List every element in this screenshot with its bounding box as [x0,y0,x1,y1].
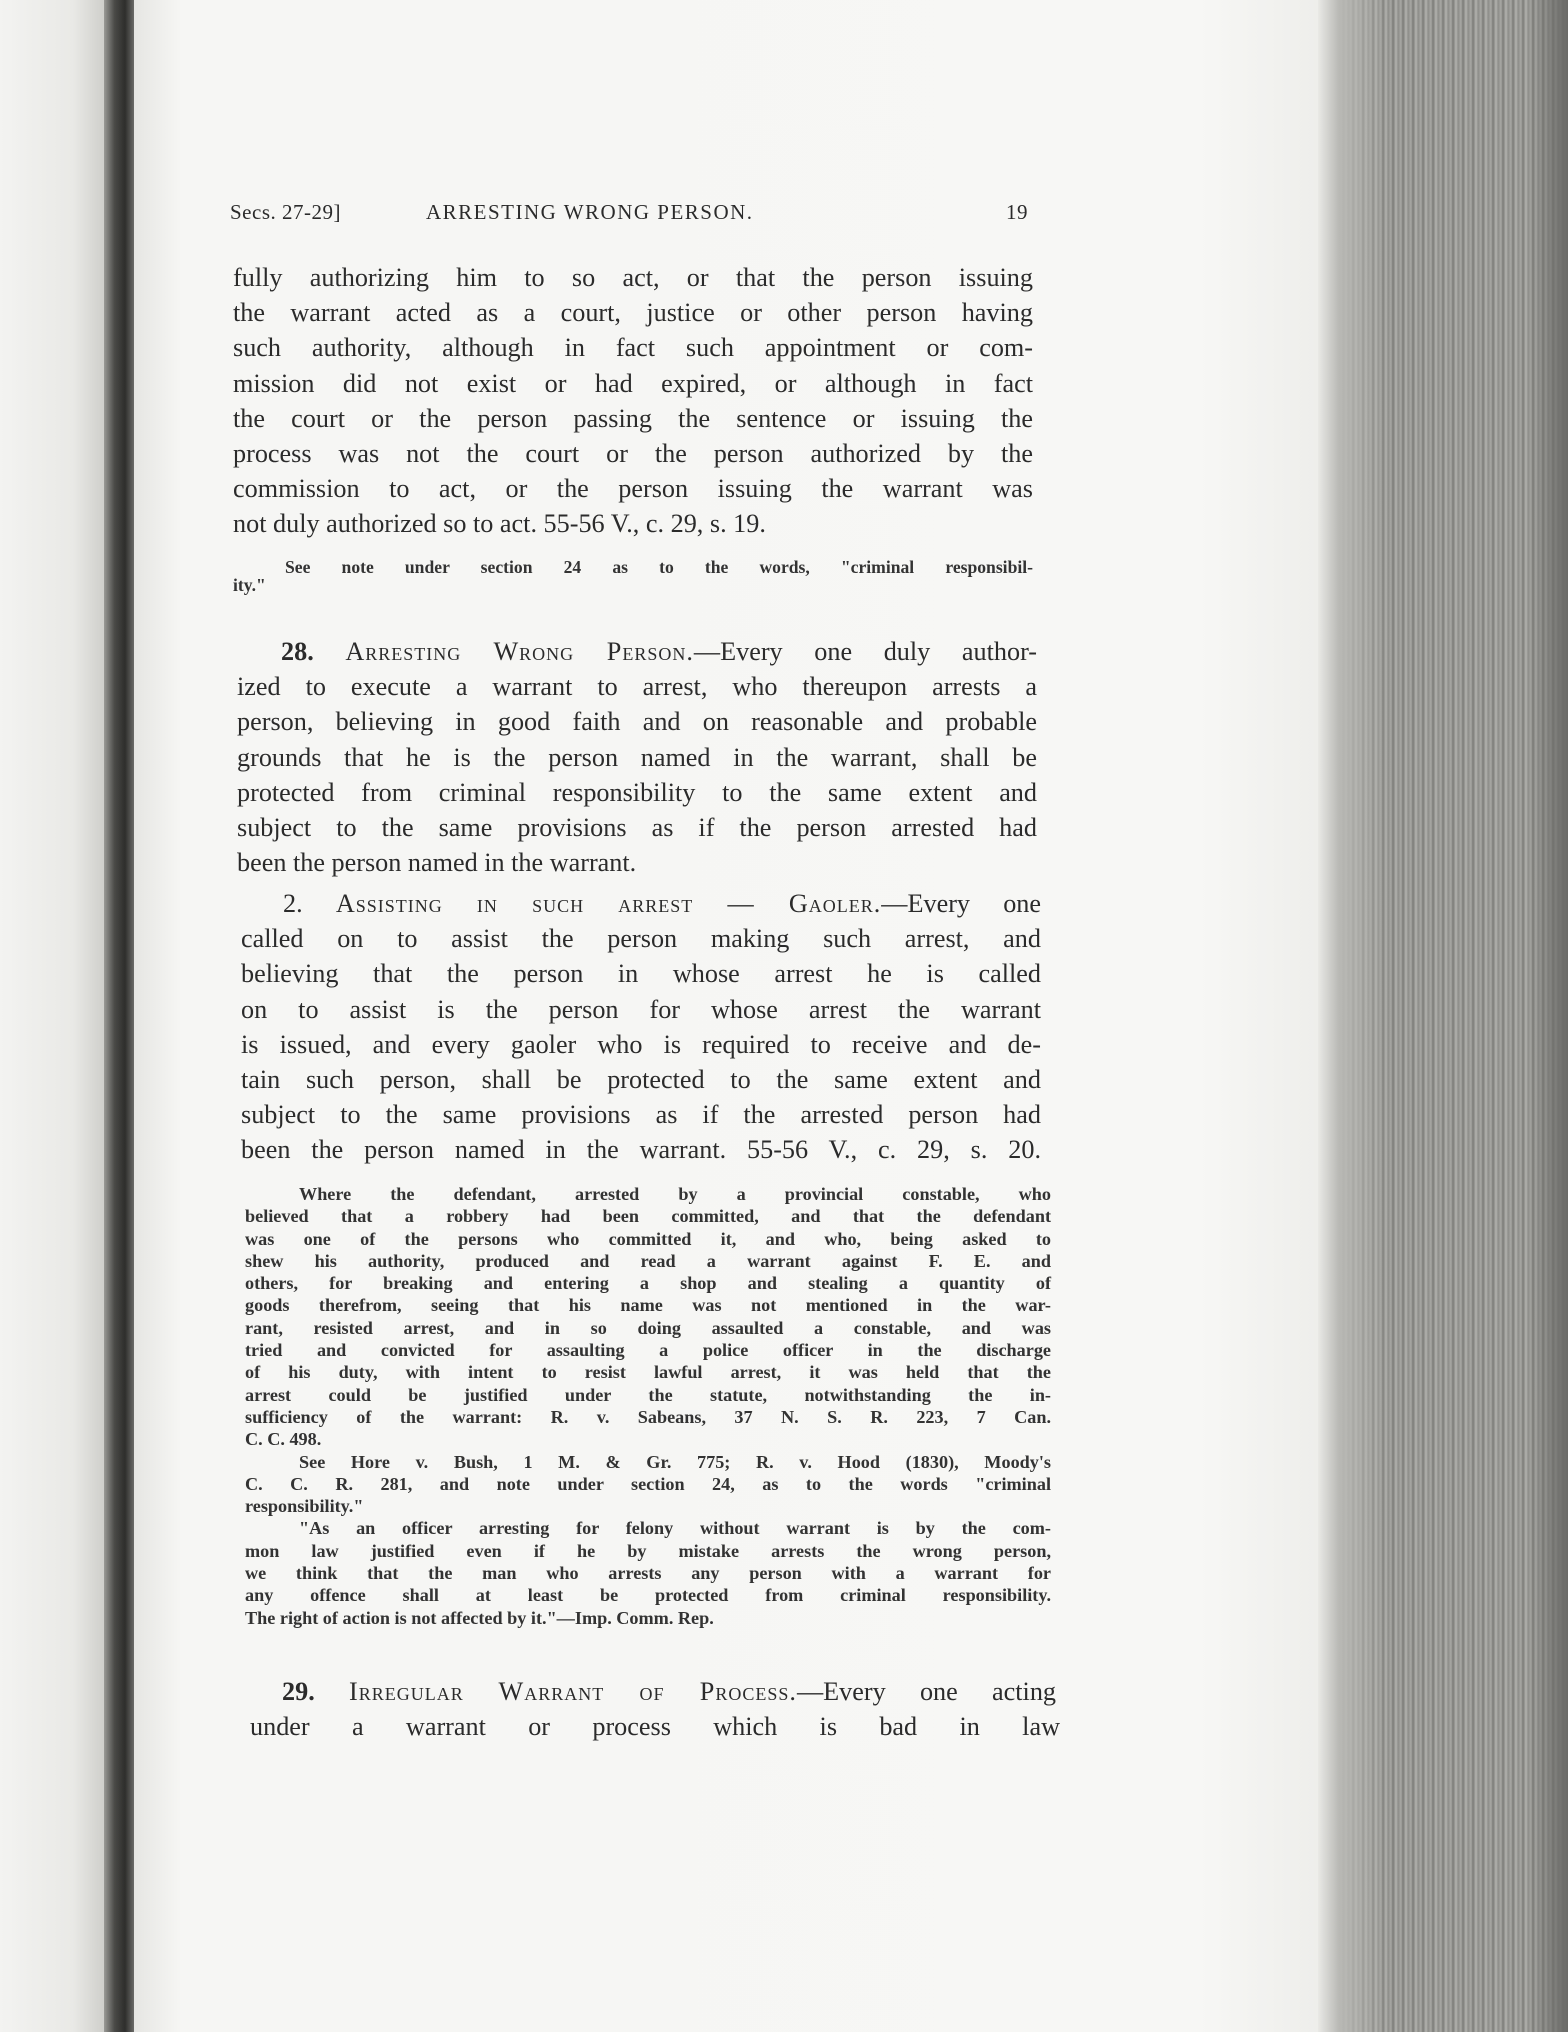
note-line: mon law justified even if he by mistake arrests the wrong person, [245,1540,1051,1561]
text-line: is issued, and every gaoler who is required to receive and de- [241,1029,1041,1059]
section-29 [250,1674,1060,1744]
note-line: believed that a robbery had been committed, and that the defendant [245,1206,1051,1227]
note-section-27 [233,558,1033,595]
text-fragment: —Every one duly author- [693,637,1037,666]
text-line: believing that the person in whose arrest he is called [241,959,1041,989]
note-line: others, for breaking and entering a shop and stealing a quantity of [245,1273,1051,1294]
note-line: of his duty, with intent to resist lawful arrest, it was held that the [245,1362,1051,1383]
page-stack-edge [1318,0,1568,2032]
text-line: person, believing in good faith and on reasonable and probable [237,707,1037,737]
text-line: process was not the court or the person authorized by the [233,439,1033,469]
note-line: C. C. 498. [245,1429,322,1450]
subsection-first-line [241,886,1041,921]
facing-page-edge [0,0,104,2032]
section-heading: Irregular Warrant of Process. [349,1677,797,1706]
page-stack-shade [1318,0,1388,2032]
text-line: protected from criminal responsibility to the same extent and [237,777,1037,807]
note-line: arrest could be justified under the statute, notwithstanding the in- [245,1384,1051,1405]
text-line: subject to the same provisions as if the person arrested had [237,813,1037,843]
text-line: fully authorizing him to so act, or that the person issuing [233,263,1033,292]
text-line: not duly authorized so to act. 55-56 V., c. 29, s. 19. [233,509,766,539]
running-head-title: ARRESTING WRONG PERSON. [426,200,754,224]
text-line: been the person named in the warrant. [237,848,637,878]
note-line: sufficiency of the warrant: R. v. Sabeans, 37 N. S. R. 223, 7 Can. [245,1406,1051,1427]
text-line: the warrant acted as a court, justice or other person having [233,298,1033,328]
note-line: responsibility." [245,1496,364,1517]
note-section-28 [245,1183,1051,1629]
text-line: ized to execute a warrant to arrest, who thereupon arrests a [237,672,1037,702]
note-line: goods therefrom, seeing that his name was not mentioned in the war- [245,1295,1051,1316]
text-fragment: —Every one [881,889,1041,918]
page-number: 19 [1006,200,1028,224]
text-line: commission to act, or the person issuing the warrant was [233,474,1033,504]
section-27-continuation [233,260,1033,542]
text-line: called on to assist the person making such arrest, and [241,924,1041,954]
note-line: Where the defendant, arrested by a provincial constable, who [299,1184,1051,1204]
note-line: was one of the persons who committed it, and who, being asked to [245,1228,1051,1249]
note-line: ity." [233,575,266,596]
text-line: tain such person, shall be protected to the same extent and [241,1065,1041,1095]
note-line: we think that the man who arrests any person with a warrant for [245,1563,1051,1584]
note-line: See note under section 24 as to the words, "criminal responsibil- [285,557,1033,577]
note-line: "As an officer arresting for felony without warrant is by the com- [299,1518,1051,1539]
note-line: C. C. R. 281, and note under section 24, as to the words "criminal [245,1473,1051,1494]
section-29-first-line [250,1674,1056,1709]
text-line: grounds that he is the person named in the warrant, shall be [237,742,1037,772]
running-head [230,200,1028,234]
text-line: such authority, although in fact such appointment or com- [233,333,1033,363]
text-line: mission did not exist or had expired, or although in fact [233,368,1033,398]
text-fragment: —Every one acting [796,1677,1057,1706]
section-28-first-line [237,634,1037,669]
section-number: 28. [281,637,314,666]
note-line: shew his authority, produced and read a warrant against F. E. and [245,1250,1051,1271]
subsection-number: 2. [283,889,303,918]
section-heading: Arresting Wrong Person. [345,637,694,666]
note-line: rant, resisted arrest, and in so doing assaulted a constable, and was [245,1317,1051,1338]
book-gutter [104,0,134,2032]
text-line: under a warrant or process which is bad in law [250,1712,1060,1742]
page-stack-dark [1528,0,1568,2032]
note-line: any offence shall at least be protected from criminal responsibility. [245,1585,1051,1606]
text-line: subject to the same provisions as if the arrested person had [241,1100,1041,1130]
text-line: been the person named in the warrant. 55-56 V., c. 29, s. 20. [241,1135,1041,1165]
text-line: the court or the person passing the sentence or issuing the [233,403,1033,433]
text-line: on to assist is the person for whose arrest the warrant [241,994,1041,1024]
note-line: tried and convicted for assaulting a police officer in the discharge [245,1340,1051,1361]
note-line: See Hore v. Bush, 1 M. & Gr. 775; R. v. Hood (1830), Moody's [299,1451,1051,1472]
section-number: 29. [282,1677,315,1706]
running-head-sections: Secs. 27-29] [230,200,341,224]
subsection-heading: Assisting in such arrest — Gaoler. [335,889,882,918]
section-28-subsection-2 [241,886,1041,1168]
note-line: The right of action is not affected by it."—Imp. Comm. Rep. [245,1607,714,1628]
section-28 [237,634,1037,880]
